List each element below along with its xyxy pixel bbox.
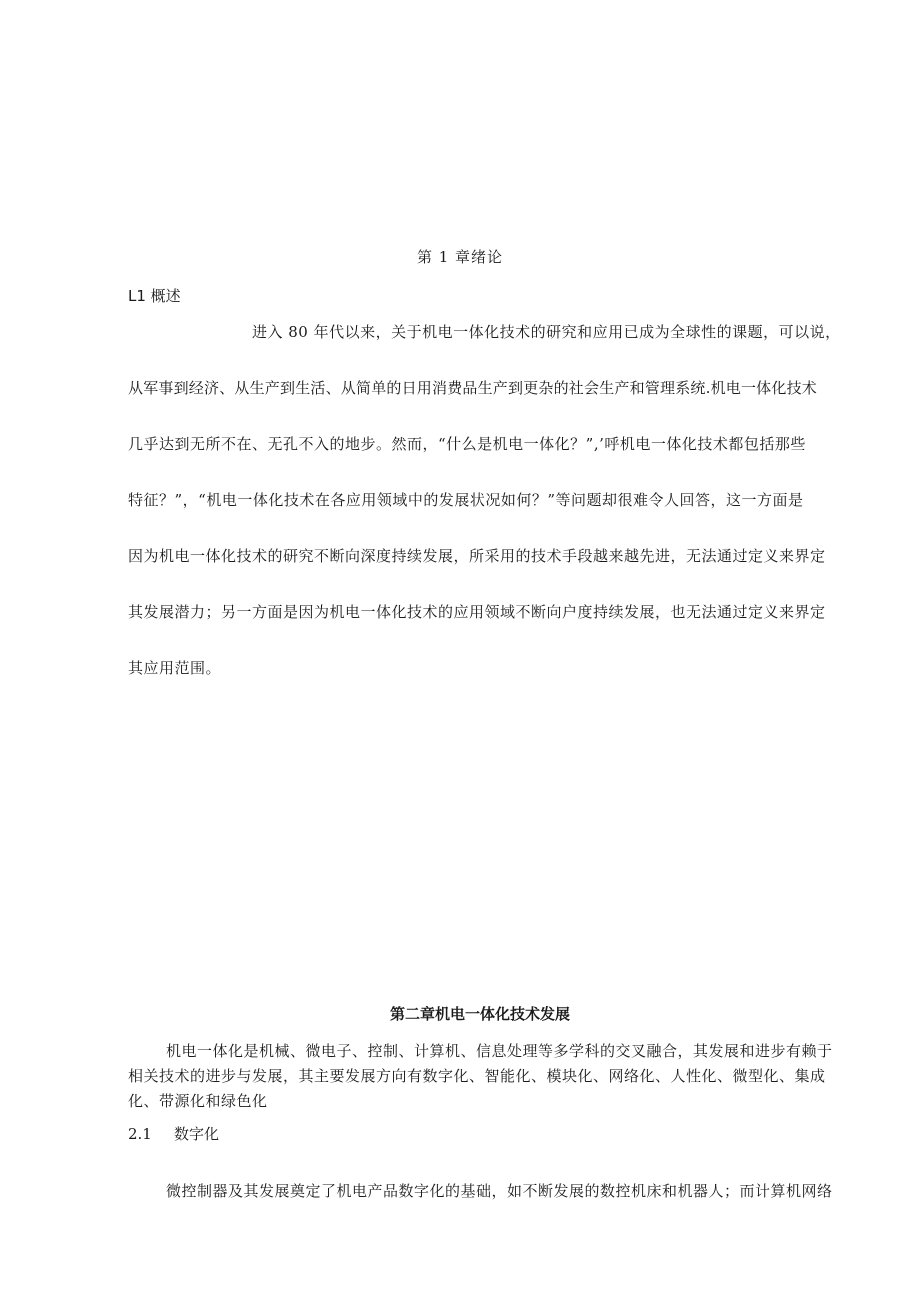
section-2-1-heading <box>128 1123 219 1144</box>
paragraph-line: 其发展潜力；另一方面是因为机电一体化技术的应用领域不断向户度持续发展，也无法通过定义来界定 <box>128 603 826 621</box>
section-number: 2.1 <box>128 1125 152 1143</box>
paragraph-line: 机电一体化是机械、微电子、控制、计算机、信息处理等多学科的交叉融合，其发展和进步有赖于 <box>166 1042 833 1060</box>
paragraph-line: 其应用范围。 <box>128 659 222 677</box>
paragraph-line: 特征？”，“机电一体化技术在各应用领域中的发展状况如何？”等问题却很难令人回答，这一方面是 <box>128 491 804 509</box>
paragraph-line: 相关技术的进步与发展，其主要发展方向有数字化、智能化、模块化、网络化、人性化、微型化、集成 <box>128 1067 826 1085</box>
section-title: 数字化 <box>174 1125 220 1143</box>
overview-paragraph <box>128 316 841 708</box>
section-1-1-heading: L1 概述 <box>128 287 181 305</box>
development-paragraph <box>128 1039 833 1114</box>
paragraph-line: 从军事到经济、从生产到生活、从简单的日用消费品生产到更杂的社会生产和管理系统.机电一体化技术 <box>128 379 817 397</box>
paragraph-line: 化、带源化和绿色化 <box>128 1092 268 1110</box>
paragraph-line: 进入 80 年代以来，关于机电一体化技术的研究和应用已成为全球性的课题，可以说， <box>252 323 841 341</box>
digitalization-paragraph: 微控制器及其发展奠定了机电产品数字化的基础，如不断发展的数控机床和机器人；而计算机网络 <box>166 1182 833 1200</box>
paragraph-line: 因为机电一体化技术的研究不断向深度持续发展，所采用的技术手段越来越先进，无法通过定义来界定 <box>128 547 826 565</box>
paragraph-line: 几乎达到无所不在、无孔不入的地步。然而，“什么是机电一体化？”,’呼机电一体化技术都包括那些 <box>128 435 806 453</box>
chapter-2-title: 第二章机电一体化技术发展 <box>389 1005 570 1023</box>
chapter-1-title: 第 1 章绪论 <box>416 248 504 266</box>
